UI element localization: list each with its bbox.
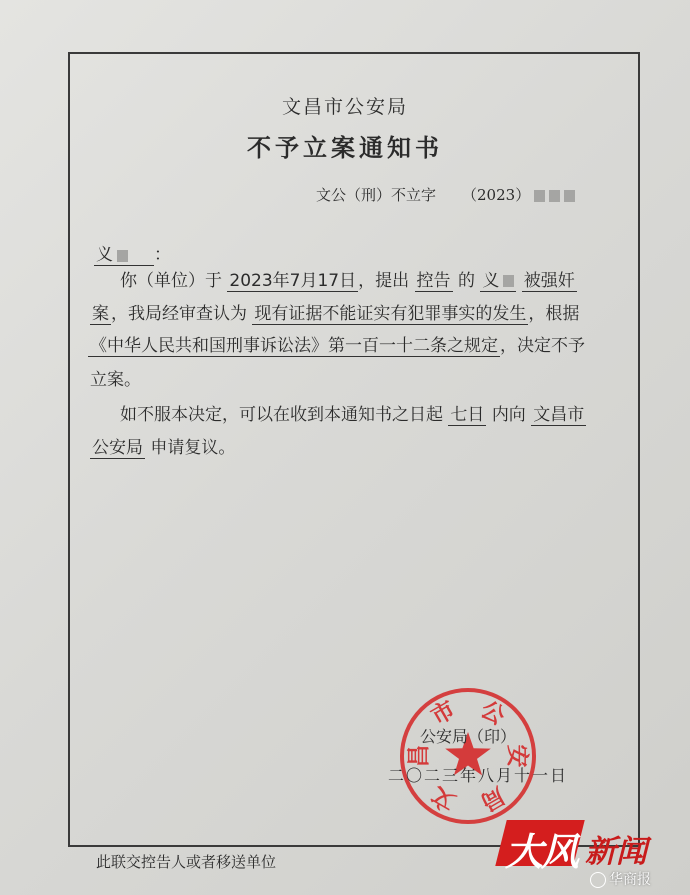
seal-char: 公 [476,695,510,731]
agency-name: 文昌市公安局 [281,96,408,118]
dafeng-news-logo [483,812,673,874]
appeal-period: 七日 [450,405,485,425]
body-line-6 [90,433,235,458]
seal-char: 文 [426,781,460,817]
filing-type: 控告 [416,271,451,291]
seal-char: 局 [476,781,510,817]
doc-number-prefix: 文公（刑）不立字 [316,186,437,204]
redaction-mark [549,190,560,202]
redaction-mark [117,250,128,262]
document-title: 不予立案通知书 [247,133,443,162]
logo-brand: 大风 [505,830,578,874]
body-text: 的 [457,271,475,291]
body-text: ，根据 [528,304,580,324]
filing-date: 2023年7月17日 [229,271,357,291]
logo-suffix: 新闻 [585,834,647,870]
case-type-end: 案 [92,304,109,324]
body-line-3 [88,331,585,356]
case-type: 被强奸 [523,271,575,291]
body-line-2 [90,299,579,324]
body-text: ，提出 [358,271,410,291]
signature: 公安局（印） [420,727,517,746]
body-text: 内向 [491,405,526,425]
redaction-mark [564,190,575,202]
redaction-mark [534,190,545,202]
appeal-office-end: 公安局 [92,438,143,458]
seal-char: 昌 [405,744,432,768]
body-text: 如不服本决定，可以在收到本通知书之日起 [120,405,443,425]
footer-note: 此联交控告人或者移送单位 [96,853,277,871]
recipient-line [94,240,171,265]
doc-number-year: （2023） [462,186,531,204]
issue-date: 二〇二三年八月十一日 [388,766,569,785]
seal-char: 市 [426,695,460,731]
body-text: ，我局经审查认为 [111,304,247,324]
official-seal [395,683,541,829]
legal-basis: 《中华人民共和国刑事诉讼法》第一百一十二条之规定 [90,336,498,356]
body-text: ，决定不予 [500,336,585,356]
body-text: 申请复议。 [150,438,236,458]
complainant-name: 义 [480,271,516,292]
watermark-text: 华商报 [609,872,651,888]
appeal-office: 文昌市 [533,405,585,425]
redaction-mark [503,275,514,287]
seal-char: 安 [504,744,531,768]
body-line-5 [120,400,586,425]
document-number [316,184,575,205]
watermark [590,869,651,889]
body-line-4 [90,365,141,390]
recipient-colon: ： [154,245,171,265]
body-line-1 [120,266,577,291]
weibo-icon [590,872,606,888]
body-text: 你（单位）于 [120,271,222,291]
body-text: 立案。 [90,370,141,390]
recipient-name: 义 [94,245,154,266]
review-reason: 现有证据不能证实有犯罪事实的发生 [254,304,527,324]
